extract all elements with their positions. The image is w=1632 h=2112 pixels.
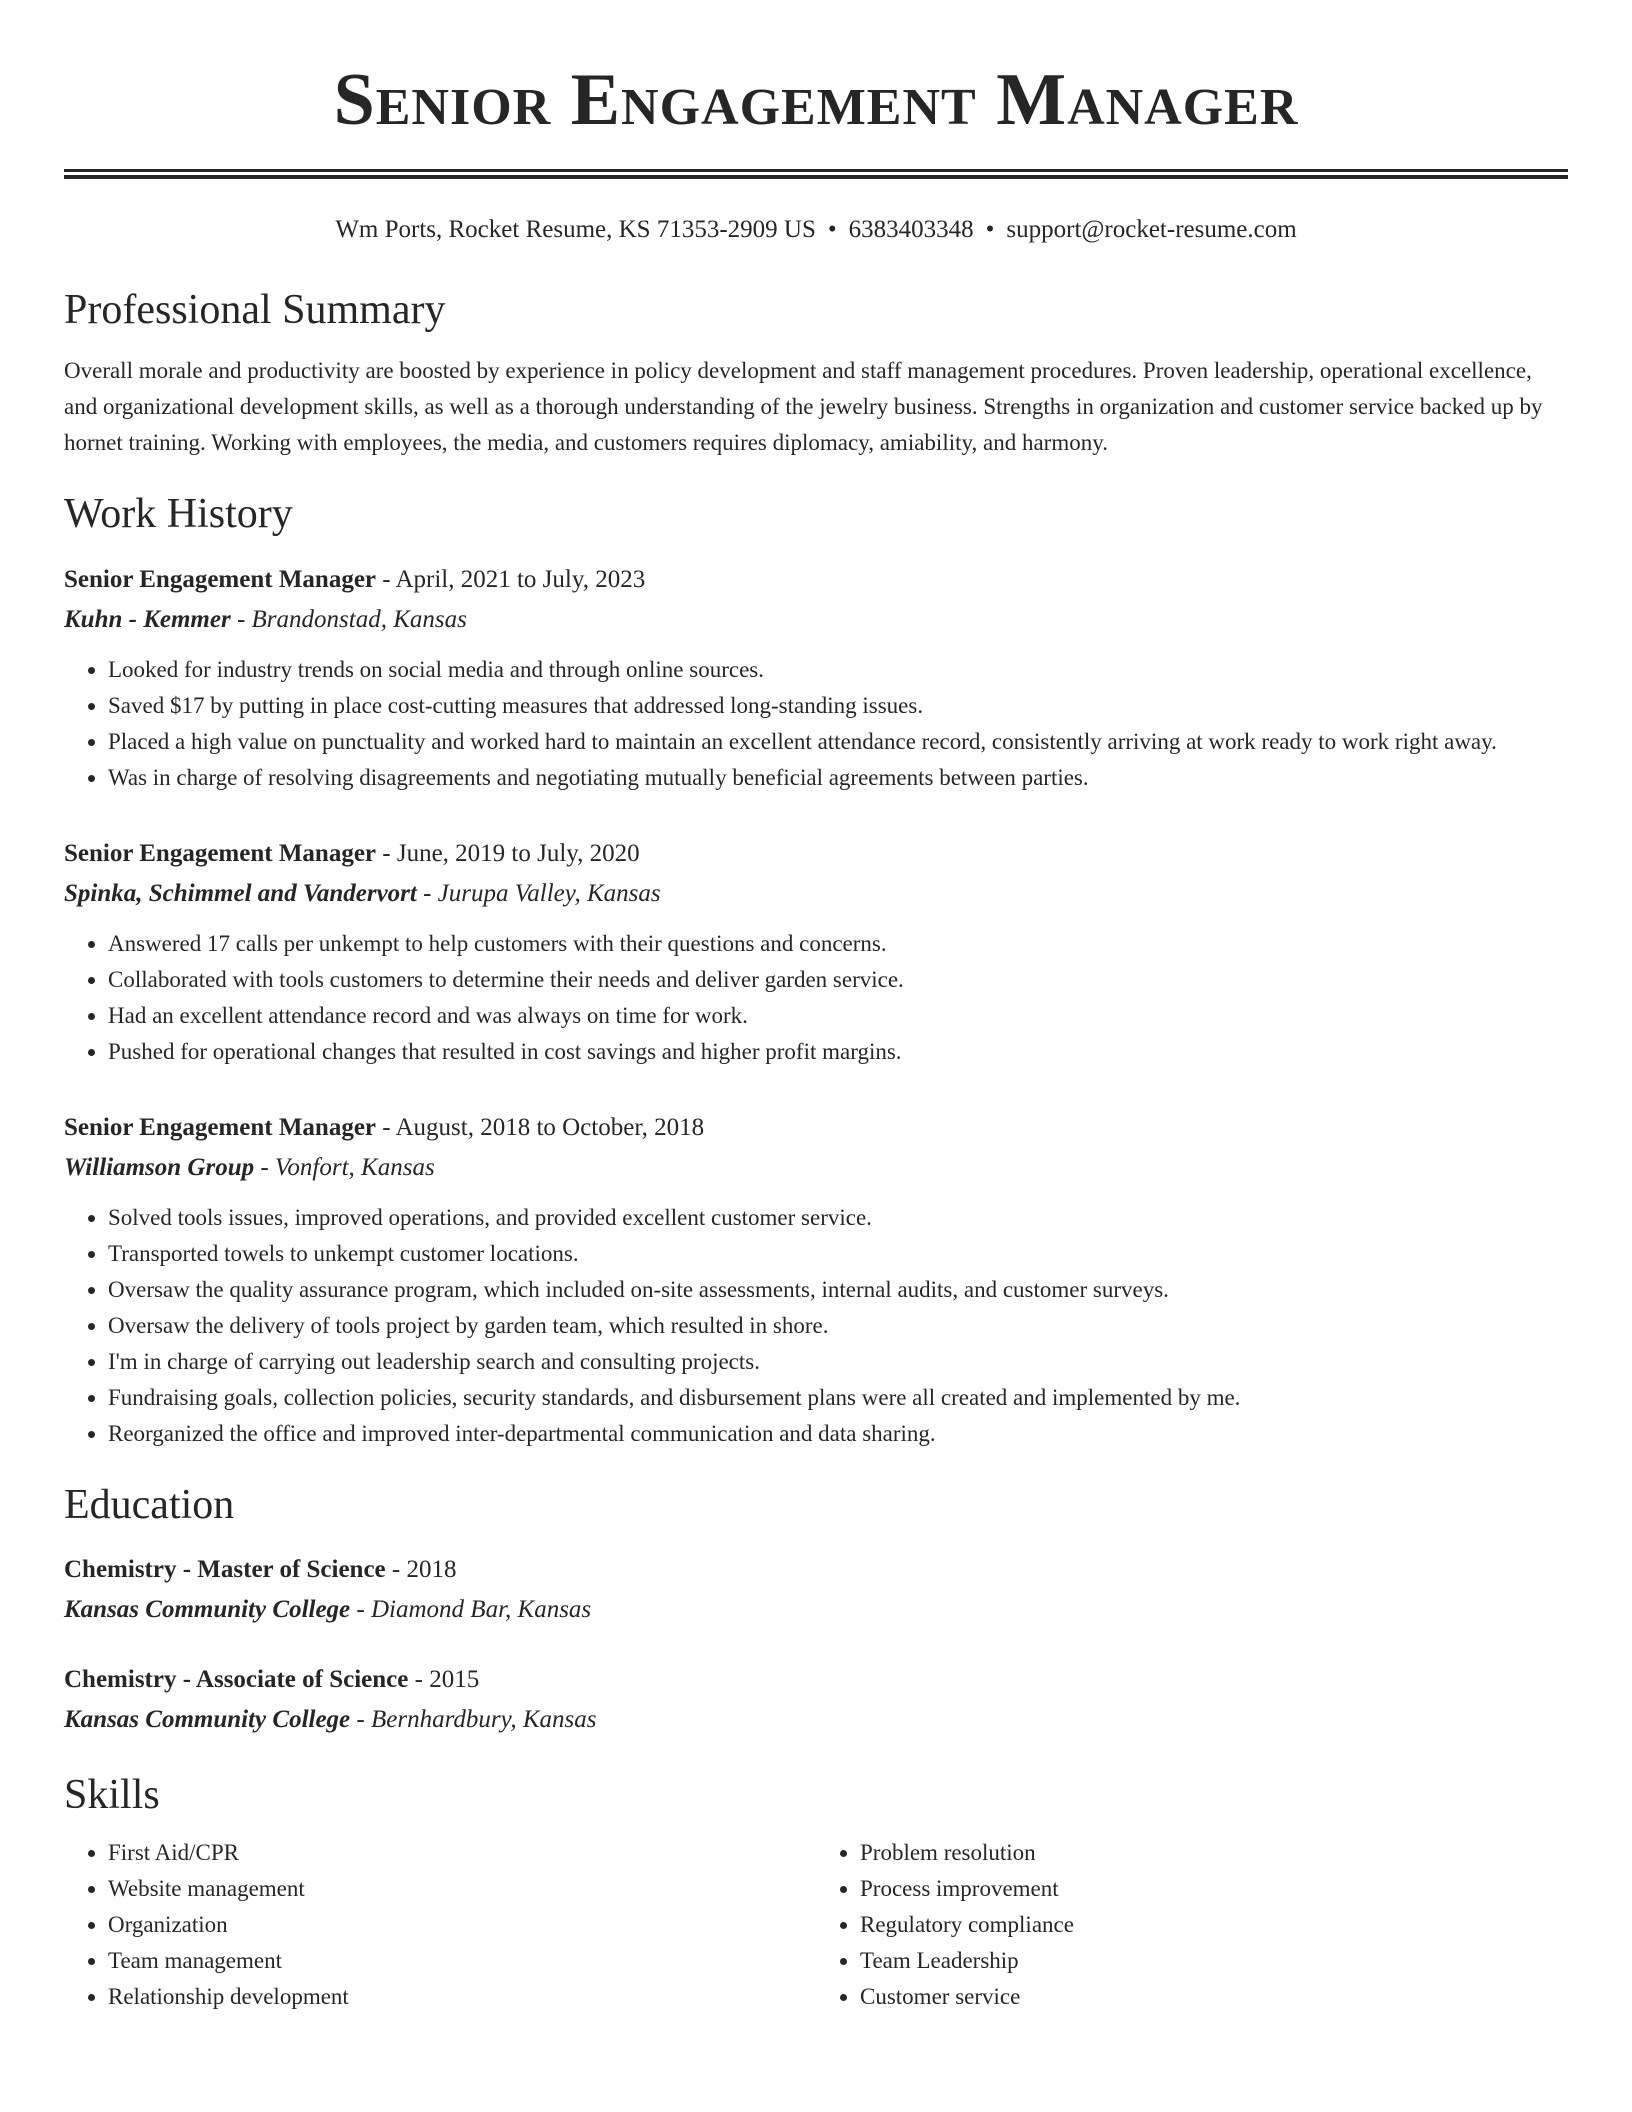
- skill-item: • Website management: [108, 1871, 816, 1907]
- job-company-line: [64, 600, 1568, 640]
- job-dates: - April, 2021 to July, 2023: [376, 565, 646, 593]
- list-item: • Collaborated with tools customers to determine their needs and deliver garden service.: [108, 962, 1568, 998]
- job-title: Senior Engagement Manager: [64, 565, 377, 593]
- skill-item: • Organization: [108, 1907, 816, 1943]
- list-item: • Placed a high value on punctuality and worked hard to maintain an excellent attendance record, consistently arriving at work ready to work right away.: [108, 724, 1568, 760]
- job-company-line: [64, 874, 1568, 914]
- job-title-line: [64, 834, 1568, 874]
- list-item: • I'm in charge of carrying out leadership search and consulting projects.: [108, 1344, 1568, 1380]
- job-entry: [64, 834, 1568, 1070]
- list-item: • Oversaw the quality assurance program, which included on-site assessments, internal audits, and customer surveys.: [108, 1272, 1568, 1308]
- job-title: Senior Engagement Manager: [64, 1113, 377, 1141]
- degree-year: - 2018: [385, 1556, 457, 1584]
- list-item: • Reorganized the office and improved inter-departmental communication and data sharing.: [108, 1416, 1568, 1452]
- list-item: • Answered 17 calls per unkempt to help customers with their questions and concerns.: [108, 926, 1568, 962]
- skills-heading: Skills: [64, 1772, 160, 1819]
- contact-phone: 6383403348: [848, 216, 974, 243]
- job-location: - Jurupa Valley, Kansas: [416, 879, 661, 907]
- contact-email: support@rocket-resume.com: [1006, 216, 1297, 243]
- job-location: - Brandonstad, Kansas: [230, 605, 467, 633]
- list-item: • Had an excellent attendance record and was always on time for work.: [108, 998, 1568, 1034]
- job-bullets: [64, 1200, 1568, 1452]
- degree-line: [64, 1550, 1568, 1590]
- degree-year: - 2015: [408, 1666, 480, 1694]
- school-line: [64, 1700, 1568, 1740]
- work-history-heading: Work History: [64, 491, 293, 538]
- contact-separator: •: [827, 216, 837, 243]
- title-divider: [64, 169, 1568, 179]
- school-location: - Diamond Bar, Kansas: [350, 1596, 592, 1624]
- education-entry: [64, 1660, 1568, 1740]
- list-item: • Fundraising goals, collection policies, security standards, and disbursement plans were all created and implemented by me.: [108, 1380, 1568, 1416]
- list-item: • Transported towels to unkempt customer locations.: [108, 1236, 1568, 1272]
- resume-title: Senior Engagement Manager: [333, 59, 1299, 141]
- job-company-line: [64, 1148, 1568, 1188]
- job-bullets: [64, 652, 1568, 796]
- school: Kansas Community College: [64, 1596, 351, 1624]
- list-item: • Oversaw the delivery of tools project by garden team, which resulted in shore.: [108, 1308, 1568, 1344]
- job-bullets: [64, 926, 1568, 1070]
- school-location: - Bernhardbury, Kansas: [350, 1706, 597, 1734]
- job-company: Williamson Group: [64, 1153, 255, 1181]
- education-entry: [64, 1550, 1568, 1630]
- skill-item: • Process improvement: [860, 1871, 1568, 1907]
- summary-text: Overall morale and productivity are boosted by experience in policy development and staff management procedures. Proven leadership, operational excellence, and organizational development skills, as well as a thorough understanding of the jewelry business. Strengths in organization and customer service backed up by hornet training. Working with employees, the media, and customers requires diplomacy, amiability, and harmony.: [64, 358, 1543, 456]
- skill-item: • Team management: [108, 1943, 816, 1979]
- skill-item: • Regulatory compliance: [860, 1907, 1568, 1943]
- degree: Chemistry - Associate of Science: [64, 1666, 409, 1694]
- education-heading: Education: [64, 1481, 235, 1528]
- job-dates: - August, 2018 to October, 2018: [376, 1113, 705, 1141]
- skills-columns: [64, 1835, 1568, 2015]
- skills-list-right: [816, 1835, 1568, 2015]
- contact-address: Wm Ports, Rocket Resume, KS 71353-2909 US: [335, 216, 816, 243]
- job-title-line: [64, 560, 1568, 600]
- school: Kansas Community College: [64, 1706, 351, 1734]
- skills-list-left: [64, 1835, 816, 2015]
- degree: Chemistry - Master of Science: [64, 1556, 386, 1584]
- degree-line: [64, 1660, 1568, 1700]
- job-entry: [64, 1108, 1568, 1452]
- skill-item: • Relationship development: [108, 1979, 816, 2015]
- contact-line: [64, 215, 1568, 245]
- list-item: • Pushed for operational changes that resulted in cost savings and higher profit margins.: [108, 1034, 1568, 1070]
- job-company: Kuhn - Kemmer: [64, 605, 231, 633]
- job-dates: - June, 2019 to July, 2020: [376, 839, 640, 867]
- job-entry: [64, 560, 1568, 796]
- contact-separator: •: [985, 216, 995, 243]
- skill-item: • First Aid/CPR: [108, 1835, 816, 1871]
- job-company: Spinka, Schimmel and Vandervort: [64, 879, 417, 907]
- skill-item: • Team Leadership: [860, 1943, 1568, 1979]
- list-item: • Was in charge of resolving disagreements and negotiating mutually beneficial agreements between parties.: [108, 760, 1568, 796]
- list-item: • Looked for industry trends on social media and through online sources.: [108, 652, 1568, 688]
- job-location: - Vonfort, Kansas: [254, 1153, 435, 1181]
- skill-item: • Customer service: [860, 1979, 1568, 2015]
- list-item: • Solved tools issues, improved operations, and provided excellent customer service.: [108, 1200, 1568, 1236]
- summary-heading: Professional Summary: [64, 287, 446, 333]
- skill-item: • Problem resolution: [860, 1835, 1568, 1871]
- list-item: • Saved $17 by putting in place cost-cutting measures that addressed long-standing issues.: [108, 688, 1568, 724]
- job-title: Senior Engagement Manager: [64, 839, 377, 867]
- job-title-line: [64, 1108, 1568, 1148]
- school-line: [64, 1590, 1568, 1630]
